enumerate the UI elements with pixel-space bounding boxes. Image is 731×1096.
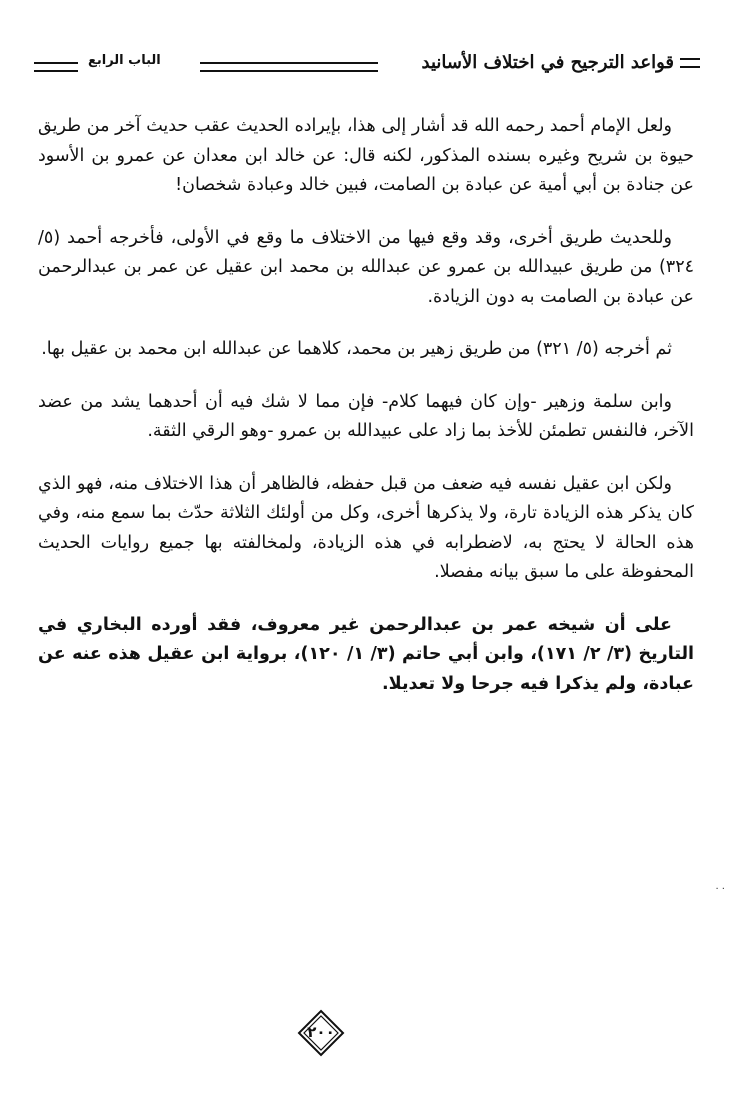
chapter-title: الباب الرابع (88, 53, 161, 68)
paragraph-5: ولكن ابن عقيل نفسه فيه ضعف من قبل حفظه، فالظاهر أن هذا الاختلاف منه، فهو الذي كان يذكر هذه الزيادة تارة، ولا يذكرها أخرى، وكل من أولئك الثلاثة حدّث بما سمع منه، وفي هذه الحالة لا يحتج به، لاضطرابه في هذه الزيادة، ولمخالفته بها جميع روايات الحديث المحفوظة على ما سبق بيانه مفصلا. (38, 473, 694, 582)
paragraph-6: على أن شيخه عمر بن عبدالرحمن غير معروف، فقد أورده البخاري في التاريخ (٣/ ٢/ ١٧١)، وابن أبي حاتم (٣/ ١/ ١٢٠)، برواية ابن عقيل هذه عنه عن عبادة، ولم يذكرا فيه جرحا ولا تعديلا. (38, 614, 695, 694)
header-left-rule (34, 62, 78, 72)
running-header (34, 48, 700, 88)
edge-mark: · · (715, 884, 725, 895)
page-body (38, 112, 694, 722)
paragraph-2: وللحديث طريق أخرى، وقد وقع فيها من الاختلاف ما وقع في الأولى، فأخرجه أحمد (٥/ ٣٢٤) من طريق عبيدالله بن عمرو عن عبدالله بن محمد ابن عقيل عن عمر بن عبدالرحمن عن عبادة بن الصامت به دون الزيادة. (38, 227, 694, 307)
paragraph-1: ولعل الإمام أحمد رحمه الله قد أشار إلى هذا، بإيراده الحديث عقب حديث آخر من طريق حيوة بن شريح وغيره بسنده المذكور، لكنه قال: عن خالد ابن معدان عن عمرو بن الأسود عن جنادة بن أبي أمية عن عبادة بن الصامت، فبين خالد وعبادة شخصان! (38, 116, 694, 195)
book-title: قواعد الترجيح في اختلاف الأسانيد (422, 52, 700, 73)
paragraph-3: ثم أخرجه (٥/ ٣٢١) من طريق زهير بن محمد، كلاهما عن عبدالله ابن محمد بن عقيل بها. (41, 339, 672, 359)
page-number-ornament (296, 1008, 346, 1058)
header-rule (200, 62, 378, 72)
paragraph-4: وابن سلمة وزهير -وإن كان فيهما كلام- فإن مما لا شك فيه أن أحدهما يشد من عضد الآخر، فالنفس تطمئن للأخذ بما زاد على عبيدالله بن عمرو -وهو الرقي الثقة. (38, 391, 694, 441)
page-number: ٢٠٠ (307, 1023, 335, 1041)
